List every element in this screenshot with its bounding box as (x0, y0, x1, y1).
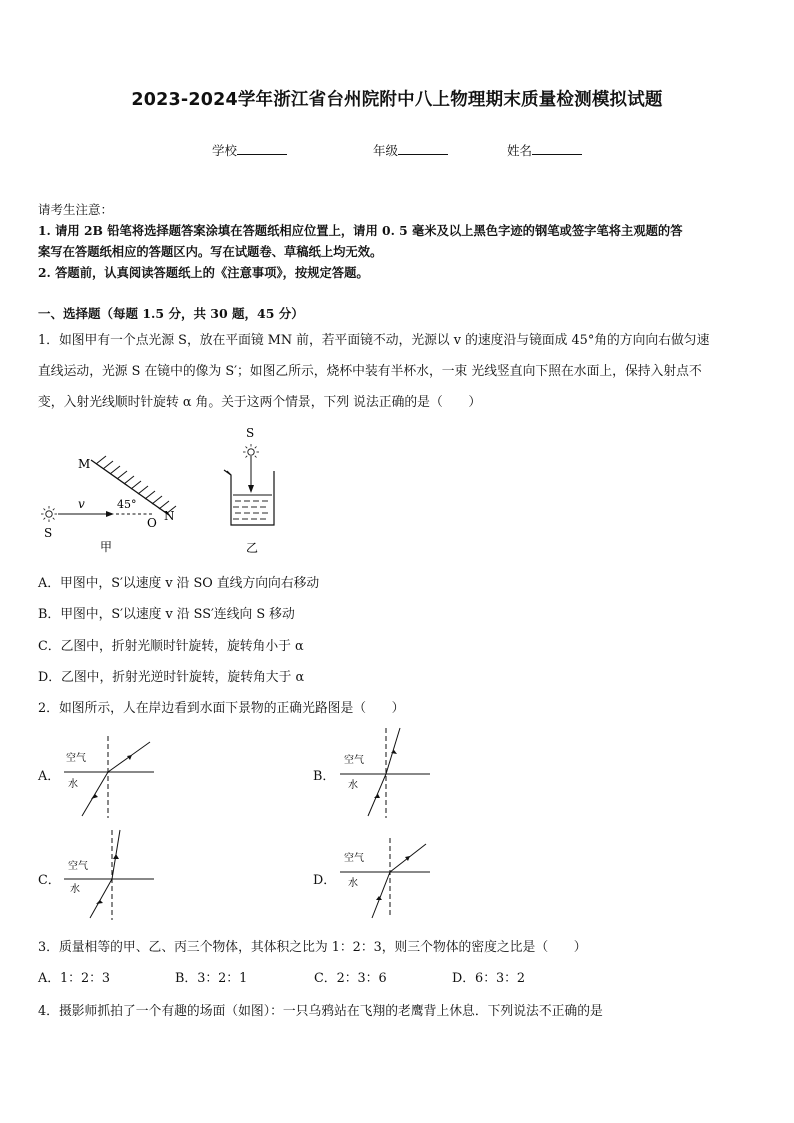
caption-jia: 甲 (100, 540, 113, 554)
water-label: 水 (348, 878, 358, 889)
sun-icon (243, 444, 259, 458)
notice-line-1: 1. 请用 2B 铅笔将选择题答案涂填在答题纸相应位置上，请用 0. 5 毫米及以上黑色字迹的钢笔或签字笔将主观题的答 (38, 223, 683, 238)
q1-option-d: D．乙图中，折射光逆时针旋转，旋转角大于 α (38, 670, 305, 685)
figure-yi (218, 423, 288, 558)
q2-diagram-d (338, 834, 434, 920)
point-label-o: O (147, 516, 157, 530)
air-label: 空气 (344, 755, 364, 766)
source-label-s: S (44, 526, 53, 540)
school-label: 学校 (212, 143, 238, 158)
q2-label-c: C． (38, 873, 61, 888)
sun-icon (41, 506, 57, 522)
figure-jia (36, 448, 196, 558)
notice-line-3: 2. 答题前，认真阅读答题纸上的《注意事项》，按规定答题。 (38, 265, 369, 280)
q2-label-b: B． (313, 769, 336, 784)
q1-option-c: C．乙图中，折射光顺时针旋转，旋转角小于 α (38, 639, 304, 654)
q4-stem: 4．摄影师抓拍了一个有趣的场面（如图）：一只乌鸦站在飞翔的老鹰背上休息．下列说法不正确的是 (38, 1004, 603, 1019)
q2-label-d: D． (313, 873, 337, 888)
q1-option-a: A．甲图中，S′以速度 v 沿 SO 直线方向向右移动 (38, 576, 320, 591)
school-blank (237, 141, 287, 155)
q3-stem: 3．质量相等的甲、乙、丙三个物体，其体积之比为 1：2：3，则三个物体的密度之比是（ ） (38, 940, 587, 955)
q2-diagram-c (62, 826, 158, 922)
q3-option-a: A．1：2：3 (38, 971, 111, 986)
page-title: 2023-2024学年浙江省台州院附中八上物理期末质量检测模拟试题 (131, 90, 663, 110)
school-field (212, 141, 287, 159)
q1-line-1: 1．如图甲有一个点光源 S，放在平面镜 MN 前，若平面镜不动，光源以 v 的速度沿与镜面成 45°角的方向向右做匀速 (38, 333, 710, 348)
water-label: 水 (348, 780, 358, 791)
q2-stem: 2．如图所示，人在岸边看到水面下景物的正确光路图是（ ） (38, 701, 405, 716)
mirror-label-m: M (78, 457, 91, 471)
velocity-label-v: v (78, 497, 85, 511)
q3-option-b: B．3：2：1 (175, 971, 248, 986)
q3-option-d: D．6：3：2 (452, 971, 526, 986)
q2-label-a: A． (38, 769, 61, 784)
mirror-label-n: N (164, 509, 175, 523)
grade-label: 年级 (373, 143, 399, 158)
q1-line-3: 变，入射光线顺时针旋转 α 角。关于这两个情景，下列 说法正确的是（ ） (38, 395, 482, 410)
q2-diagram-a (62, 728, 158, 820)
notice-line-2: 案写在答题纸相应的答题区内。写在试题卷、草稿纸上均无效。 (38, 244, 383, 259)
air-label: 空气 (344, 853, 364, 864)
water-label: 水 (70, 884, 80, 895)
angle-label: 45° (117, 498, 137, 511)
grade-field (373, 141, 448, 159)
q1-option-b: B．甲图中，S′以速度 v 沿 SS′连线向 S 移动 (38, 607, 295, 622)
section-heading: 一、选择题（每题 1.5 分，共 30 题，45 分） (38, 306, 304, 321)
source-label-s-yi: S (246, 426, 255, 440)
caption-yi: 乙 (246, 541, 259, 555)
name-blank (532, 141, 582, 155)
q3-option-c: C．2：3：6 (314, 971, 387, 986)
water-label: 水 (68, 779, 78, 790)
q1-line-2: 直线运动，光源 S 在镜中的像为 S′；如图乙所示，烧杯中装有半杯水，一束 光线竖直向下照在水面上，保持入射点不 (38, 364, 702, 379)
name-label: 姓名 (507, 143, 533, 158)
q2-diagram-b (338, 722, 434, 820)
notice-heading: 请考生注意： (38, 202, 114, 217)
air-label: 空气 (68, 861, 88, 872)
air-label: 空气 (66, 753, 86, 764)
grade-blank (398, 141, 448, 155)
name-field (507, 141, 582, 159)
